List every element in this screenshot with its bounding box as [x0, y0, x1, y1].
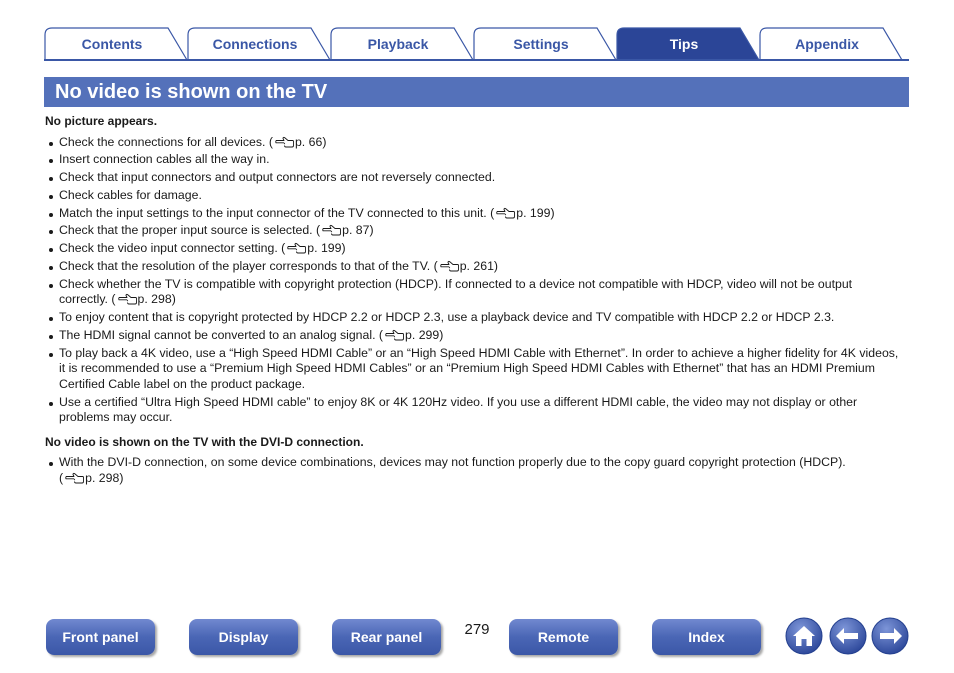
list-item: [44, 241, 899, 257]
item-text: To play back a 4K video, use a “High Speed HDMI Cable” or an “High Speed HDMI Cable with Ethernet”. In order to achieve a higher fidelity for 4K videos, it is recommended to use a “Premium High Speed HDMI Cables” or an “Premium High Speed HDMI Cables with Ethernet” that has an HDMI Premium Certified Cable label on the product package.: [59, 345, 899, 391]
page-reference-text: p. 298: [85, 470, 120, 485]
list-item: [44, 310, 899, 326]
tab-label: Connections: [212, 35, 298, 52]
list-item: [44, 277, 899, 308]
content-area: [44, 114, 899, 495]
page-reference-text: p. 199: [516, 205, 551, 220]
display-label: Display: [218, 629, 269, 645]
tab-label: Appendix: [795, 35, 859, 52]
item-text: Match the input settings to the input connector of the TV connected to this unit.: [59, 205, 487, 220]
index-label: Index: [688, 629, 725, 645]
tab-contents[interactable]: [44, 27, 190, 60]
item-text: Check whether the TV is compatible with copyright protection (HDCP). If connected to a device not compatible with HDCP, video will not be output correctly.: [59, 276, 853, 307]
section-heading: No picture appears.: [45, 114, 158, 128]
list-item: [44, 206, 899, 222]
tab-label: Settings: [513, 35, 569, 52]
page-reference-text: p. 261: [459, 259, 494, 274]
page-reference-text: p. 299: [405, 327, 440, 342]
page-reference-link[interactable]: ( p. 299): [378, 327, 444, 342]
list-item: [44, 455, 899, 486]
list-item: [44, 259, 899, 275]
tab-tips[interactable]: [616, 27, 762, 60]
bullet-list: [44, 135, 899, 426]
list-item: [44, 223, 899, 239]
item-text: Check the connections for all devices.: [59, 134, 266, 149]
page-reference-link[interactable]: ( p. 298): [59, 470, 124, 485]
tab-label: Playback: [367, 35, 429, 52]
page-title: No video is shown on the TV: [44, 77, 909, 107]
item-text: Check the video input connector setting.: [59, 241, 278, 256]
item-text: Check that the proper input source is selected.: [59, 223, 313, 238]
front-panel-button[interactable]: [46, 619, 155, 655]
rear-panel-button[interactable]: [332, 619, 441, 655]
list-item: [44, 135, 899, 151]
pointing-hand-icon: [116, 292, 138, 306]
section-heading: No video is shown on the TV with the DVI-D connection.: [45, 434, 364, 449]
page-reference-link[interactable]: ( p. 199): [281, 241, 346, 256]
arrow-right-icon[interactable]: [871, 617, 909, 655]
page-reference-link[interactable]: ( p. 261): [433, 259, 499, 274]
page-number: 279: [464, 621, 490, 638]
tab-bar: [44, 27, 909, 62]
item-text: With the DVI-D connection, on some device combinations, devices may not function properly due to the copy guard copyright protection (HDCP).: [59, 455, 846, 470]
page-reference-link[interactable]: ( p. 66): [268, 134, 327, 149]
page-reference-text: p. 66: [294, 134, 323, 149]
item-text: Insert connection cables all the way in.: [59, 152, 270, 167]
bullet-list: [44, 455, 899, 486]
item-text: Check that input connectors and output connectors are not reversely connected.: [59, 170, 496, 185]
pointing-hand-icon: [320, 223, 342, 237]
tab-connections[interactable]: [187, 27, 333, 60]
pointing-hand-icon: [494, 206, 516, 220]
arrow-left-icon[interactable]: [829, 617, 867, 655]
page-reference-link[interactable]: ( p. 199): [490, 205, 555, 220]
page-reference-link[interactable]: ( p. 298): [111, 292, 176, 307]
pointing-hand-icon: [285, 241, 307, 255]
item-text: Use a certified “Ultra High Speed HDMI cable” to enjoy 8K or 4K 120Hz video. If you use a different HDMI cable, the video may not display or other problems may occur.: [59, 394, 858, 425]
list-item: [44, 188, 899, 204]
list-item: [44, 395, 899, 426]
item-text: Check that the resolution of the player corresponds to that of the TV.: [59, 259, 431, 274]
front-panel-label: Front panel: [62, 629, 139, 645]
item-text: The HDMI signal cannot be converted to an analog signal.: [59, 327, 376, 342]
pointing-hand-icon: [273, 135, 295, 149]
list-item: [44, 346, 899, 393]
remote-label: Remote: [537, 629, 590, 645]
tab-playback[interactable]: [330, 27, 476, 60]
pointing-hand-icon: [438, 259, 460, 273]
pointing-hand-icon: [383, 328, 405, 342]
index-button[interactable]: [652, 619, 761, 655]
list-item: [44, 328, 899, 344]
tab-label: Contents: [81, 35, 143, 52]
item-text: Check cables for damage.: [59, 187, 202, 202]
tab-underline: [44, 59, 909, 61]
page-reference-text: p. 298: [137, 292, 172, 307]
page-reference-text: p. 199: [307, 241, 342, 256]
rear-panel-label: Rear panel: [350, 629, 423, 645]
home-icon[interactable]: [785, 617, 823, 655]
page-reference-link[interactable]: ( p. 87): [316, 223, 374, 238]
list-item: [44, 170, 899, 186]
tab-label: Tips: [669, 35, 699, 52]
list-item: [44, 152, 899, 168]
tab-settings[interactable]: [473, 27, 619, 60]
remote-button[interactable]: [509, 619, 618, 655]
tab-appendix[interactable]: [759, 27, 905, 60]
page-reference-text: p. 87: [342, 223, 370, 238]
pointing-hand-icon: [63, 471, 85, 485]
item-text: To enjoy content that is copyright protected by HDCP 2.2 or HDCP 2.3, use a playback device and TV compatible with HDCP 2.2 or HDCP 2.3.: [59, 310, 835, 325]
display-button[interactable]: [189, 619, 298, 655]
